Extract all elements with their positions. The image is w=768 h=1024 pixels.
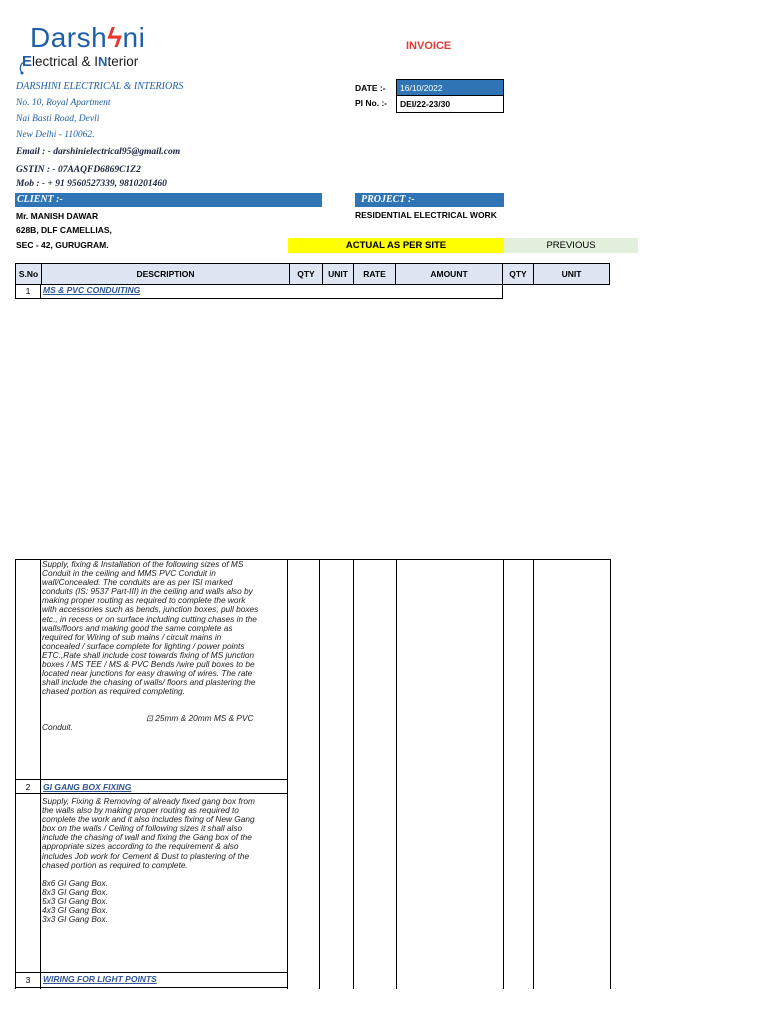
item-1-description: Supply, fixing & Installation of the following sizes of MS Conduit in the ceiling and MMS PVC Conduit in wall/Concealed. The conduits are as per ISI marked conduits (IS: 9537 Part-III) in the ceiling and walls also by making proper routing as required to complete the work with accessories such as bends, junction boxes, pull boxes etc., in recess or on surface including cutting chases in the walls/floors and making good the same complete as required for Wiring of sub mains / circuit mains in concealed / surface complete for lighting / power points ETC.,Rate shall include cost towards fixing of MS junction boxes / MS TEE / MS & PVC Bends /wire pull boxes to be located near junctions for easy drawing of wires. The rate shall include the chasing of walls/ floors and plastering the chased portion as required completing. [42, 559, 259, 697]
lightning-bolt-icon: ϟ [107, 22, 123, 53]
col-rate: RATE [354, 264, 396, 285]
item-3-title: WIRING FOR LIGHT POINTS [43, 974, 157, 984]
item-2-title: GI GANG BOX FIXING [43, 782, 132, 792]
item-2-box-3: 5x3 GI Gang Box. [42, 896, 108, 906]
logo-e-mark: E [22, 53, 33, 70]
date-value: 16/10/2022 [396, 79, 504, 96]
col-prev-qty: QTY [503, 264, 534, 285]
company-address-1: No. 10, Royal Apartment [16, 98, 111, 108]
pi-value: DEI/22-23/30 [396, 96, 504, 113]
client-address-2: SEC - 42, GURUGRAM. [16, 240, 109, 250]
item-1-sizes-tail: Conduit. [42, 722, 73, 732]
company-address-2: Nai Basti Road, Devli [16, 114, 100, 124]
company-name: DARSHINI ELECTRICAL & INTERIORS [16, 81, 184, 92]
item-1-sno: 1 [25, 286, 31, 296]
pi-label: PI No. :- [355, 98, 388, 108]
item-3-sno: 3 [25, 975, 31, 985]
company-mobile: Mob : - + 91 9560527339, 9810201460 [16, 179, 167, 189]
logo-text-left: Darsh [30, 22, 108, 53]
item-2-box-4: 4x3 GI Gang Box. [42, 905, 108, 915]
col-description: DESCRIPTION [42, 264, 290, 285]
actual-as-per-site-band: ACTUAL AS PER SITE [288, 238, 504, 253]
item-2-description: Supply, Fixing & Removing of already fixed gang box from the walls also by making proper routing as required to complete the work and it also includes fixing of New Gang box on the walls / Ceiling of following sizes it shall also include the chasing of wall and fixing the Gang box of the appropriate sizes according to the requirement & also includes Job work for Cement & Dust to plastering of the chased portion as required to complete. [42, 796, 255, 870]
project-name: RESIDENTIAL ELECTRICAL WORK [355, 210, 497, 220]
item-2-box-5: 3x3 GI Gang Box. [42, 914, 108, 924]
col-amount: AMOUNT [396, 264, 503, 285]
client-heading: CLIENT :- [15, 193, 322, 207]
client-name: Mr. MANISH DAWAR [16, 211, 99, 221]
company-address-3: New Delhi - 110062. [16, 130, 95, 140]
date-label: DATE :- [355, 83, 386, 93]
company-gstin: GSTIN : - 07AAQFD6869C1Z2 [16, 165, 141, 175]
items-table-header [15, 263, 610, 285]
item-2-box-1: 8x6 GI Gang Box. [42, 878, 108, 888]
item-1-sizes: ⊡ 25mm & 20mm MS & PVC [146, 713, 254, 723]
item-2-sno: 2 [25, 782, 31, 792]
logo-tagline-1: lectrical & I [32, 54, 99, 69]
logo-n-mark: N [98, 54, 108, 69]
col-sno: S.No [16, 264, 42, 285]
item-1-title: MS & PVC CONDUITING [43, 285, 141, 295]
logo-text-right: ni [122, 22, 146, 53]
col-unit: UNIT [323, 264, 354, 285]
previous-band: PREVIOUS [504, 238, 638, 253]
logo-tagline [22, 55, 138, 69]
item-1-sizes-text: 25mm & 20mm MS & PVC [155, 713, 254, 723]
client-address-1: 628B, DLF CAMELLIAS, [16, 225, 112, 235]
logo-tagline-2: terior [107, 54, 139, 69]
item-2-box-2: 8x3 GI Gang Box. [42, 887, 108, 897]
company-logo [30, 24, 145, 52]
col-qty: QTY [290, 264, 323, 285]
invoice-title: INVOICE [406, 40, 452, 52]
company-email: Email : - darshinielectrical95@gmail.com [16, 147, 181, 157]
col-prev-unit: UNIT [534, 264, 610, 285]
project-heading: PROJECT :- [355, 193, 504, 207]
